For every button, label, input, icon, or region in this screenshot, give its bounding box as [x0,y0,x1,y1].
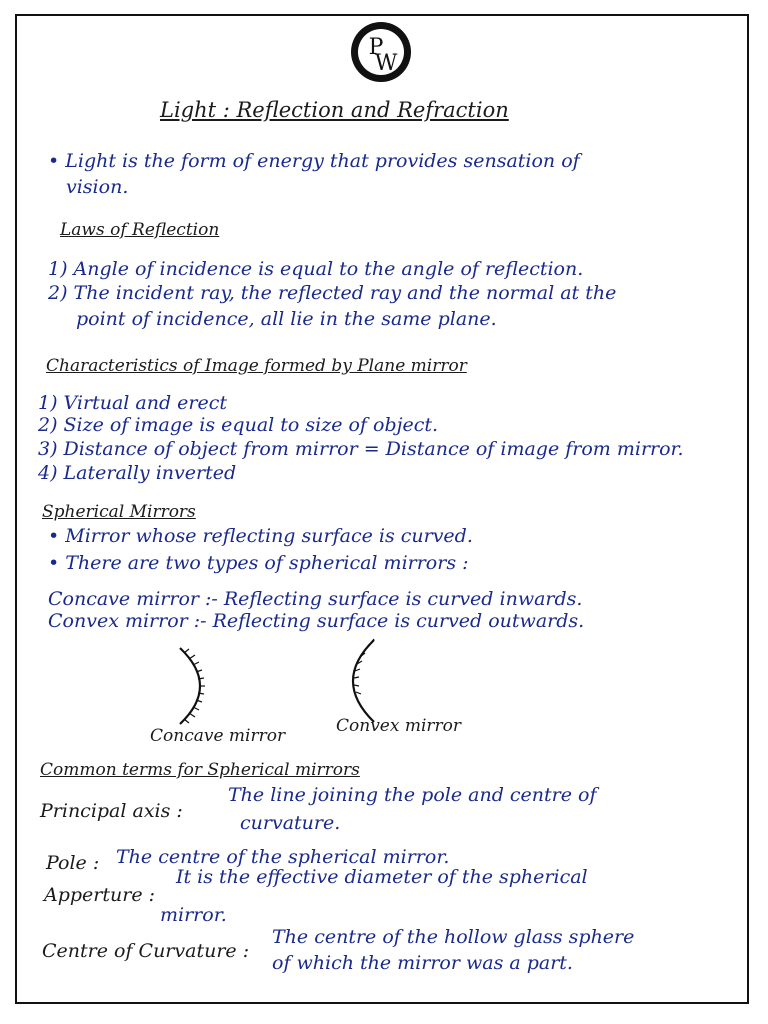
law-1: 1) Angle of incidence is equal to the angle of reflection. [48,258,584,280]
convex-mirror-label: Convex mirror [336,716,462,736]
intro-line-2: vision. [66,176,129,198]
centre-of-curvature-def-1: The centre of the hollow glass sphere [272,926,635,948]
pole-def: The centre of the spherical mirror. [116,846,450,868]
plane-item-2: 2) Size of image is equal to size of object. [38,414,439,436]
law-2: 2) The incident ray, the reflected ray and the normal at the [48,282,617,304]
pw-logo [349,20,413,84]
principal-axis-def-2: curvature. [240,812,341,834]
spherical-heading: Spherical Mirrors [42,502,196,522]
aperture-term: Apperture : [44,884,156,906]
spherical-item-2: • There are two types of spherical mirrors : [48,552,469,574]
intro-line-1: • Light is the form of energy that provides sensation of [48,150,580,172]
concave-definition: Concave mirror :- Reflecting surface is curved inwards. [48,588,583,610]
page-title: Light : Reflection and Refraction [160,98,509,122]
svg-text:P: P [368,35,384,60]
convex-definition: Convex mirror :- Reflecting surface is curved outwards. [48,610,585,632]
law-2-cont: point of incidence, all lie in the same plane. [76,308,497,330]
spherical-item-1: • Mirror whose reflecting surface is curved. [48,525,473,547]
convex-mirror-diagram [336,636,396,726]
svg-text:W: W [374,51,398,76]
centre-of-curvature-def-2: of which the mirror was a part. [272,952,573,974]
concave-mirror-label: Concave mirror [150,726,286,746]
aperture-def-1: It is the effective diameter of the spherical [176,866,588,888]
aperture-def-2: mirror. [160,904,227,926]
plane-item-1: 1) Virtual and erect [38,392,228,414]
laws-heading: Laws of Reflection [60,220,220,240]
plane-item-3: 3) Distance of object from mirror = Distance of image from mirror. [38,438,684,460]
pole-term: Pole : [46,852,100,874]
plane-item-4: 4) Laterally inverted [38,462,237,484]
terms-heading: Common terms for Spherical mirrors [40,760,360,780]
centre-of-curvature-term: Centre of Curvature : [42,940,250,962]
concave-mirror-diagram [168,644,248,728]
principal-axis-term: Principal axis : [40,800,183,822]
plane-mirror-heading: Characteristics of Image formed by Plane mirror [46,356,467,376]
principal-axis-def-1: The line joining the pole and centre of [228,784,597,806]
